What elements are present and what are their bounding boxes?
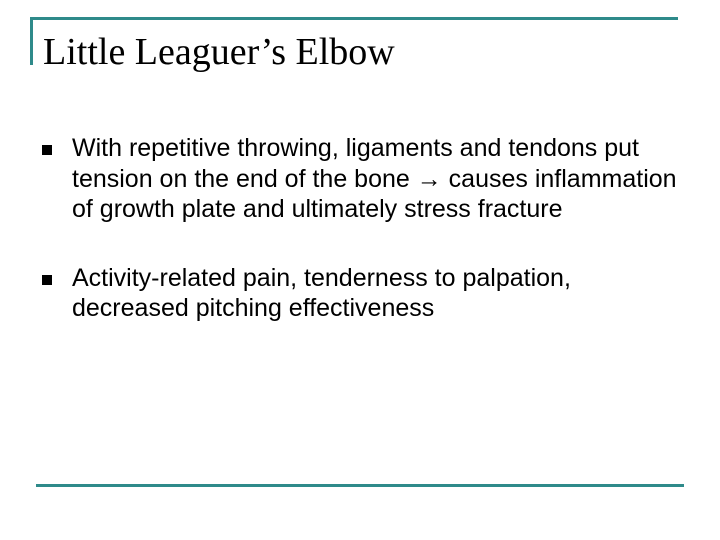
title-top-rule: [30, 17, 678, 20]
bullet-list: [42, 133, 682, 362]
bullet-text: Activity-related pain, tenderness to palpation, decreased pitching effectiveness: [72, 263, 571, 322]
square-bullet-icon: [42, 145, 52, 155]
slide-title: Little Leaguer’s Elbow: [43, 31, 395, 73]
bullet-text: With repetitive throwing, ligaments and tendons put tension on the end of the bone → causes inflammation of growth plate and ultimately stress fracture: [72, 134, 677, 223]
bullet-item: [42, 263, 682, 324]
title-left-rule: [30, 17, 33, 65]
bottom-rule: [36, 484, 684, 487]
bullet-item: [42, 133, 682, 225]
square-bullet-icon: [42, 275, 52, 285]
